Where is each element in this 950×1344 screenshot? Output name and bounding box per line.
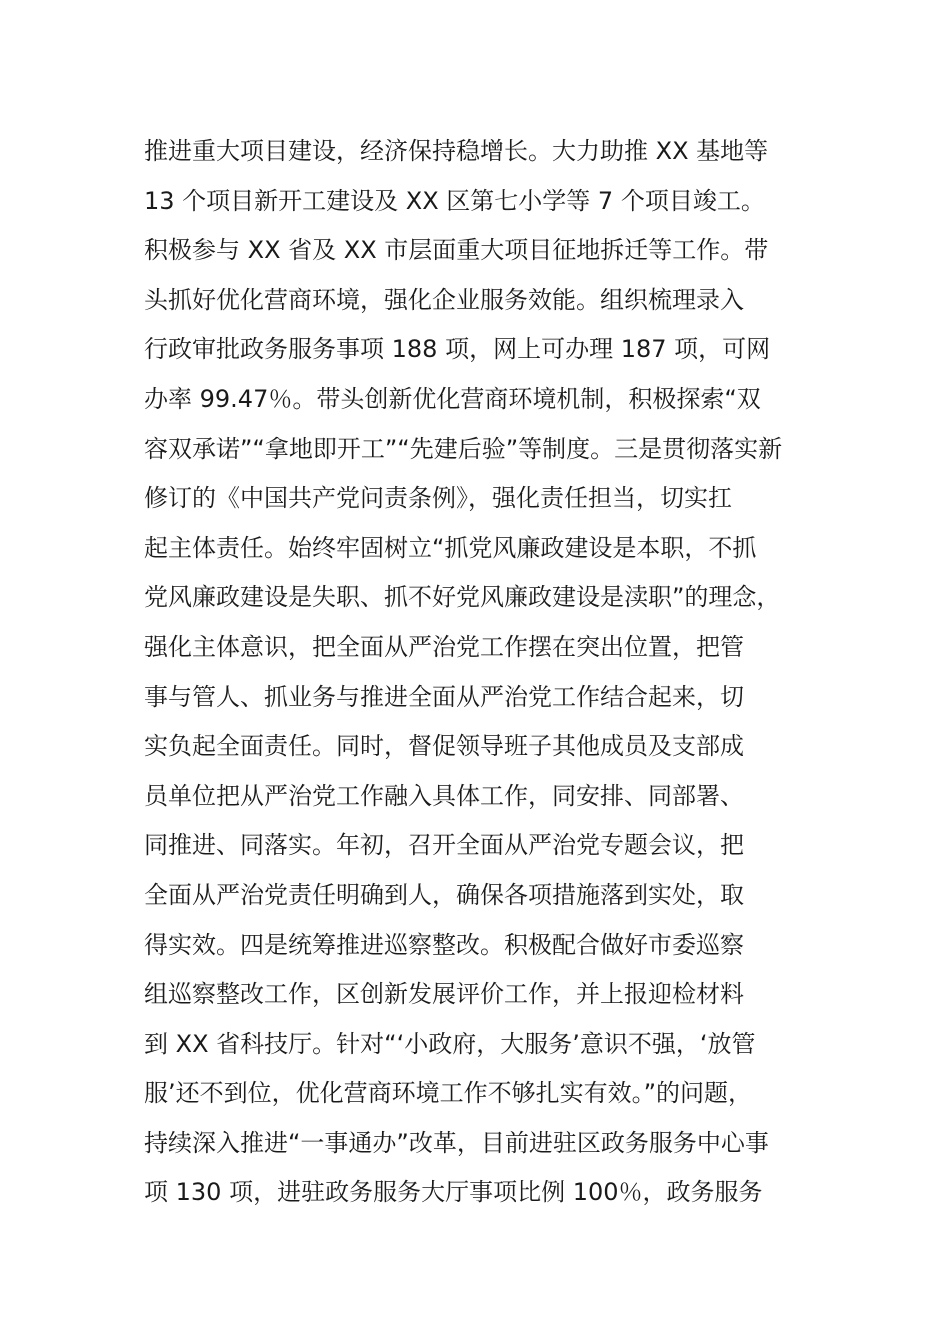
text-line: 13 个项目新开工建设及 XX 区第七小学等 7 个项目竣工。 bbox=[144, 186, 765, 215]
text-line: 修订的《中国共产党问责条例》，强化责任担当，切实扛 bbox=[144, 484, 732, 513]
text-line: 推进重大项目建设，经济保持稳增长。大力助推 XX 基地等 bbox=[144, 137, 769, 165]
text-line: 员单位把从严治党工作融入具体工作，同安排、同部署、 bbox=[144, 781, 744, 810]
text-line: 到 XX 省科技厅。针对“‘小政府，大服务’意识不强，‘放管 bbox=[144, 1029, 756, 1058]
text-line: 项 130 项，进驻政务服务大厅事项比例 100％，政务服务 bbox=[144, 1178, 763, 1207]
text-line: 组巡察整改工作，区创新发展评价工作，并上报迎检材料 bbox=[144, 980, 744, 1009]
text-line: 积极参与 XX 省及 XX 市层面重大项目征地拆迁等工作。带 bbox=[144, 236, 769, 265]
body-text bbox=[144, 127, 844, 1218]
text-line: 强化主体意识，把全面从严治党工作摆在突出位置，把管 bbox=[144, 632, 744, 661]
text-line: 服’还不到位，优化营商环境工作不够扎实有效。”的问题， bbox=[144, 1079, 753, 1108]
text-line: 持续深入推进“一事通办”改革，目前进驻区政务服务中心事 bbox=[144, 1128, 769, 1157]
text-line: 行政审批政务服务事项 188 项，网上可办理 187 项，可网 bbox=[144, 335, 771, 364]
text-line: 起主体责任。始终牢固树立“抓党风廉政建设是本职，不抓 bbox=[144, 533, 757, 562]
text-line: 得实效。四是统筹推进巡察整改。积极配合做好市委巡察 bbox=[144, 930, 744, 959]
text-line: 全面从严治党责任明确到人，确保各项措施落到实处，取 bbox=[144, 880, 744, 909]
text-line: 容双承诺”“拿地即开工”“先建后验”等制度。三是贯彻落实新 bbox=[144, 434, 783, 463]
text-line: 事与管人、抓业务与推进全面从严治党工作结合起来，切 bbox=[144, 682, 744, 711]
text-line: 同推进、同落实。年初，召开全面从严治党专题会议，把 bbox=[144, 831, 744, 860]
text-line: 头抓好优化营商环境，强化企业服务效能。组织梳理录入 bbox=[144, 285, 744, 314]
text-line: 实负起全面责任。同时，督促领导班子其他成员及支部成 bbox=[144, 732, 744, 761]
text-line: 办率 99.47％。带头创新优化营商环境机制，积极探索“双 bbox=[144, 384, 761, 413]
text-line: 党风廉政建设是失职、抓不好党风廉政建设是渎职”的理念， bbox=[144, 583, 781, 612]
